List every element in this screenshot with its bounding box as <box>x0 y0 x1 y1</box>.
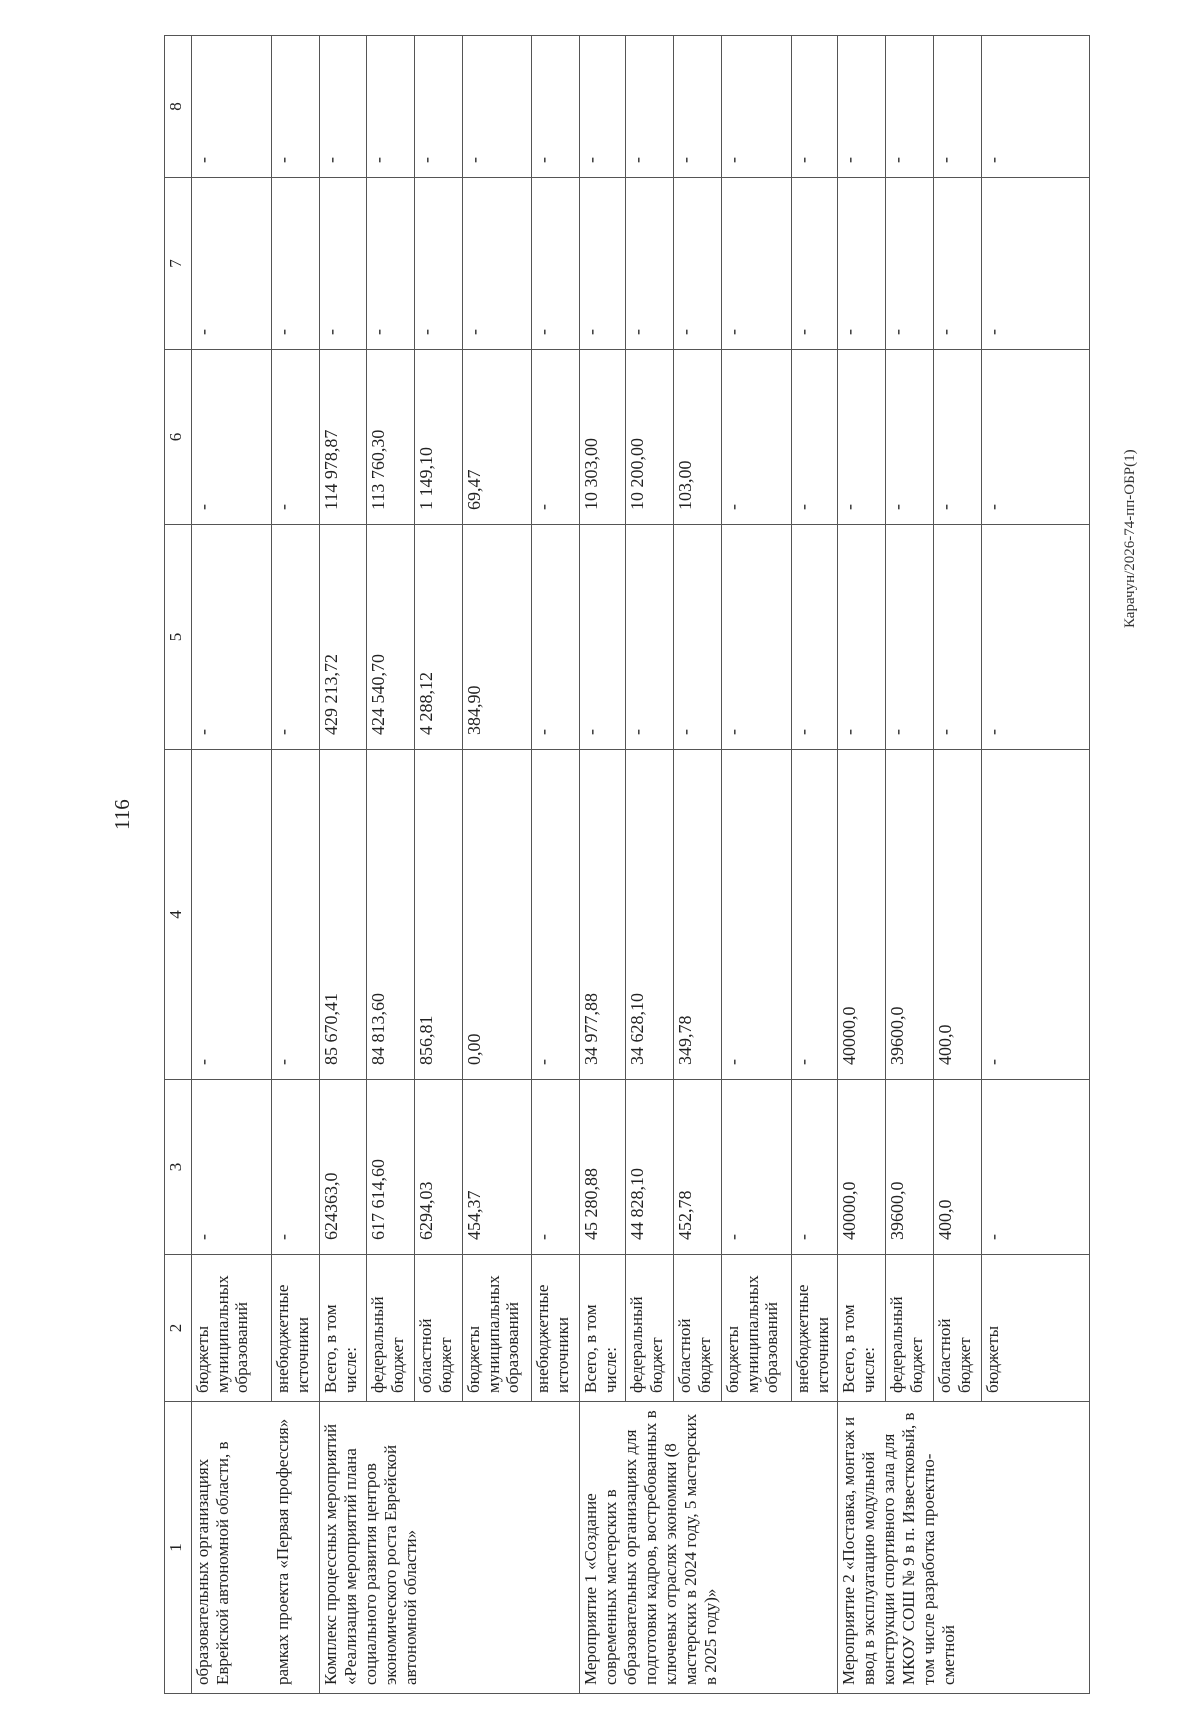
value-cell: 400,0 <box>934 750 982 1080</box>
value-cell: - <box>367 36 415 178</box>
value-cell: - <box>192 525 272 750</box>
value-cell: - <box>532 36 580 178</box>
source-cell: областной бюджет <box>415 1255 463 1402</box>
value-cell: - <box>272 36 320 178</box>
value-cell: 349,78 <box>674 750 722 1080</box>
value-cell: - <box>934 525 982 750</box>
source-cell: федеральный бюджет <box>626 1255 674 1402</box>
table-row <box>580 36 626 1694</box>
value-cell: - <box>722 36 792 178</box>
value-cell: - <box>626 36 674 178</box>
source-cell: федеральный бюджет <box>886 1255 934 1402</box>
value-cell: - <box>532 525 580 750</box>
source-cell: областной бюджет <box>674 1255 722 1402</box>
source-cell: бюджеты муниципальных образований <box>192 1255 272 1402</box>
budget-table <box>164 35 1090 1694</box>
value-cell: - <box>838 350 886 525</box>
column-header: 5 <box>165 525 192 750</box>
value-cell: 454,37 <box>463 1080 532 1255</box>
activity-cell: рамках проекта «Первая профессия» <box>272 1402 320 1694</box>
value-cell: 40000,0 <box>838 750 886 1080</box>
value-cell: - <box>792 36 838 178</box>
value-cell: - <box>838 36 886 178</box>
value-cell: - <box>192 1080 272 1255</box>
value-cell: - <box>838 525 886 750</box>
value-cell: - <box>982 350 1090 525</box>
value-cell: - <box>532 178 580 350</box>
value-cell: - <box>722 525 792 750</box>
value-cell: - <box>272 750 320 1080</box>
value-cell: - <box>272 1080 320 1255</box>
activity-cell: Мероприятие 1 «Создание современных мастерских в образовательных организациях для подготовки кадров, востребованных в ключевых отраслях экономики (8 мастерских в 2024 году, 5 мастерских в 2025 году)» <box>580 1402 838 1694</box>
activity-cell: образовательных организациях Еврейской автономной области, в <box>192 1402 272 1694</box>
value-cell: - <box>886 525 934 750</box>
value-cell: - <box>886 36 934 178</box>
value-cell: 45 280,88 <box>580 1080 626 1255</box>
source-cell: Всего, в том числе: <box>580 1255 626 1402</box>
value-cell: 10 303,00 <box>580 350 626 525</box>
value-cell: 10 200,00 <box>626 350 674 525</box>
value-cell: 34 628,10 <box>626 750 674 1080</box>
value-cell: - <box>982 750 1090 1080</box>
value-cell: - <box>532 1080 580 1255</box>
table-row <box>192 36 272 1694</box>
value-cell: - <box>463 178 532 350</box>
value-cell: - <box>982 36 1090 178</box>
value-cell: 856,81 <box>415 750 463 1080</box>
value-cell: - <box>934 36 982 178</box>
value-cell: - <box>886 350 934 525</box>
column-header: 8 <box>165 36 192 178</box>
table-row <box>838 36 886 1694</box>
value-cell: - <box>722 750 792 1080</box>
value-cell: - <box>192 350 272 525</box>
value-cell: - <box>532 750 580 1080</box>
value-cell: - <box>792 178 838 350</box>
column-header: 7 <box>165 178 192 350</box>
source-cell: бюджеты муниципальных образований <box>722 1255 792 1402</box>
source-cell: Всего, в том числе: <box>320 1255 367 1402</box>
value-cell: - <box>674 36 722 178</box>
value-cell: 114 978,87 <box>320 350 367 525</box>
value-cell: 40000,0 <box>838 1080 886 1255</box>
value-cell: - <box>792 525 838 750</box>
value-cell: 85 670,41 <box>320 750 367 1080</box>
value-cell: - <box>934 178 982 350</box>
value-cell: - <box>320 36 367 178</box>
source-cell: внебюджетные источники <box>532 1255 580 1402</box>
value-cell: - <box>792 1080 838 1255</box>
value-cell: - <box>792 750 838 1080</box>
value-cell: 84 813,60 <box>367 750 415 1080</box>
value-cell: 624363,0 <box>320 1080 367 1255</box>
value-cell: 429 213,72 <box>320 525 367 750</box>
value-cell: - <box>674 178 722 350</box>
value-cell: - <box>415 36 463 178</box>
value-cell: 39600,0 <box>886 1080 934 1255</box>
value-cell: - <box>792 350 838 525</box>
value-cell: - <box>722 1080 792 1255</box>
value-cell: 400,0 <box>934 1080 982 1255</box>
value-cell: - <box>722 350 792 525</box>
value-cell: - <box>886 178 934 350</box>
table-row <box>272 36 320 1694</box>
value-cell: 4 288,12 <box>415 525 463 750</box>
table-row <box>320 36 367 1694</box>
value-cell: - <box>838 178 886 350</box>
value-cell: - <box>272 350 320 525</box>
column-header: 2 <box>165 1255 192 1402</box>
value-cell: - <box>580 525 626 750</box>
value-cell: - <box>934 350 982 525</box>
value-cell: - <box>415 178 463 350</box>
value-cell: 384,90 <box>463 525 532 750</box>
column-header: 6 <box>165 350 192 525</box>
source-cell: внебюджетные источники <box>272 1255 320 1402</box>
source-cell: бюджеты <box>982 1255 1090 1402</box>
source-cell: федеральный бюджет <box>367 1255 415 1402</box>
value-cell: 452,78 <box>674 1080 722 1255</box>
value-cell: - <box>982 525 1090 750</box>
source-cell: бюджеты муниципальных образований <box>463 1255 532 1402</box>
value-cell: 1 149,10 <box>415 350 463 525</box>
value-cell: - <box>626 178 674 350</box>
value-cell: - <box>463 36 532 178</box>
value-cell: 103,00 <box>674 350 722 525</box>
value-cell: 424 540,70 <box>367 525 415 750</box>
value-cell: - <box>532 350 580 525</box>
value-cell: - <box>580 36 626 178</box>
value-cell: 69,47 <box>463 350 532 525</box>
column-header: 4 <box>165 750 192 1080</box>
source-cell: внебюджетные источники <box>792 1255 838 1402</box>
page-number: 116 <box>110 799 134 830</box>
value-cell: 0,00 <box>463 750 532 1080</box>
value-cell: - <box>272 525 320 750</box>
header-row <box>165 36 192 1694</box>
source-cell: Всего, в том числе: <box>838 1255 886 1402</box>
value-cell: - <box>580 178 626 350</box>
document-code: Карачун/2026-74-пп-ОБР(1) <box>1122 449 1138 628</box>
value-cell: 34 977,88 <box>580 750 626 1080</box>
value-cell: - <box>192 178 272 350</box>
value-cell: - <box>982 1080 1090 1255</box>
value-cell: 44 828,10 <box>626 1080 674 1255</box>
value-cell: - <box>722 178 792 350</box>
value-cell: - <box>626 525 674 750</box>
value-cell: 39600,0 <box>886 750 934 1080</box>
value-cell: - <box>192 36 272 178</box>
activity-cell: Комплекс процессных мероприятий «Реализация мероприятий плана социального развития центров экономического роста Еврейской автономной области» <box>320 1402 580 1694</box>
source-cell: областной бюджет <box>934 1255 982 1402</box>
value-cell: - <box>367 178 415 350</box>
activity-cell: Мероприятие 2 «Поставка, монтаж и ввод в эксплуатацию модульной конструкции спортивного зала для МКОУ СОШ № 9 в п. Известковый, в том числе разработка проектно-сметной <box>838 1402 1090 1694</box>
column-header: 3 <box>165 1080 192 1255</box>
value-cell: 113 760,30 <box>367 350 415 525</box>
value-cell: 617 614,60 <box>367 1080 415 1255</box>
column-header: 1 <box>165 1402 192 1694</box>
value-cell: - <box>320 178 367 350</box>
value-cell: - <box>982 178 1090 350</box>
value-cell: 6294,03 <box>415 1080 463 1255</box>
value-cell: - <box>674 525 722 750</box>
value-cell: - <box>272 178 320 350</box>
value-cell: - <box>192 750 272 1080</box>
